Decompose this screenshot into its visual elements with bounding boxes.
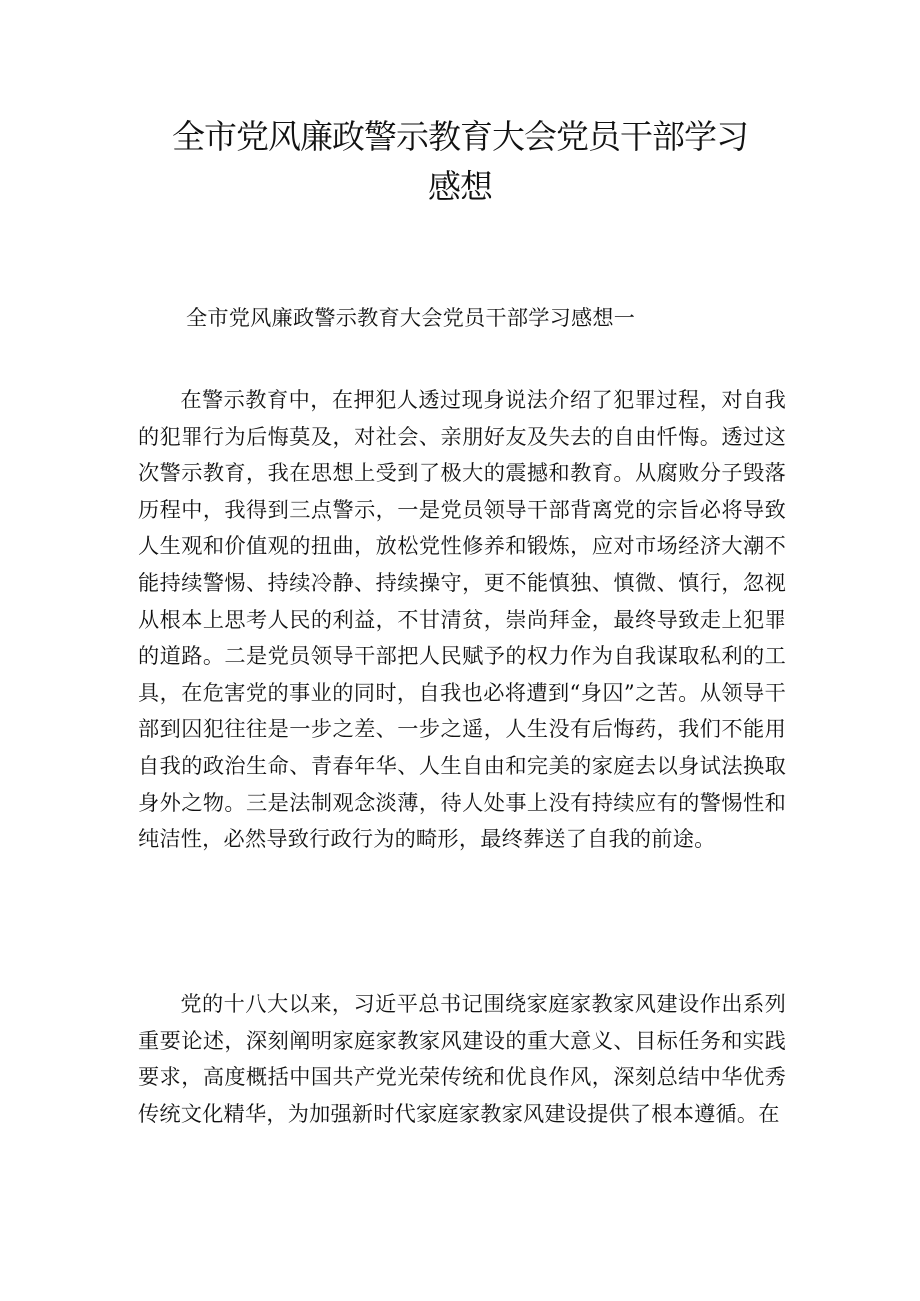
body-paragraph-2: 党的十八大以来，习近平总书记围绕家庭家教家风建设作出系列重要论述，深刻阐明家庭家教家风建设的重大意义、目标任务和实践要求，高度概括中国共产党光荣传统和优良作风，深刻总结中华优秀传统文化精华，为加强新时代家庭家教家风建设提供了根本遵循。在 xyxy=(138,991,786,1126)
body-paragraph-1: 在警示教育中，在押犯人透过现身说法介绍了犯罪过程，对自我的犯罪行为后悔莫及，对社会、亲朋好友及失去的自由忏悔。透过这次警示教育，我在思想上受到了极大的震撼和教育。从腐败分子毁落历程中，我得到三点警示，一是党员领导干部背离党的宗旨必将导致人生观和价值观的扭曲，放松党性修养和锻炼，应对市场经济大潮不能持续警惕、持续冷静、持续操守，更不能慎独、慎微、慎行，忽视从根本上思考人民的利益，不甘清贫，崇尚拜金，最终导致走上犯罪的道路。二是党员领导干部把人民赋予的权力作为自我谋取私利的工具，在危害党的事业的同时，自我也必将遭到“身囚”之苦。从领导干部到囚犯往往是一步之差、一步之遥，人生没有后悔药，我们不能用自我的政治生命、青春年华、人生自由和完美的家庭去以身试法换取身外之物。三是法制观念淡薄，待人处事上没有持续应有的警惕性和纯洁性，必然导致行政行为的畸形，最终葬送了自我的前途。 xyxy=(138,387,786,852)
document-title xyxy=(100,112,820,212)
document-title-line-2: 感想 xyxy=(428,167,492,206)
document-title-line-1: 全市党风廉政警示教育大会党员干部学习 xyxy=(172,117,748,156)
section-subtitle: 全市党风廉政警示教育大会党员干部学习感想一 xyxy=(186,305,636,330)
